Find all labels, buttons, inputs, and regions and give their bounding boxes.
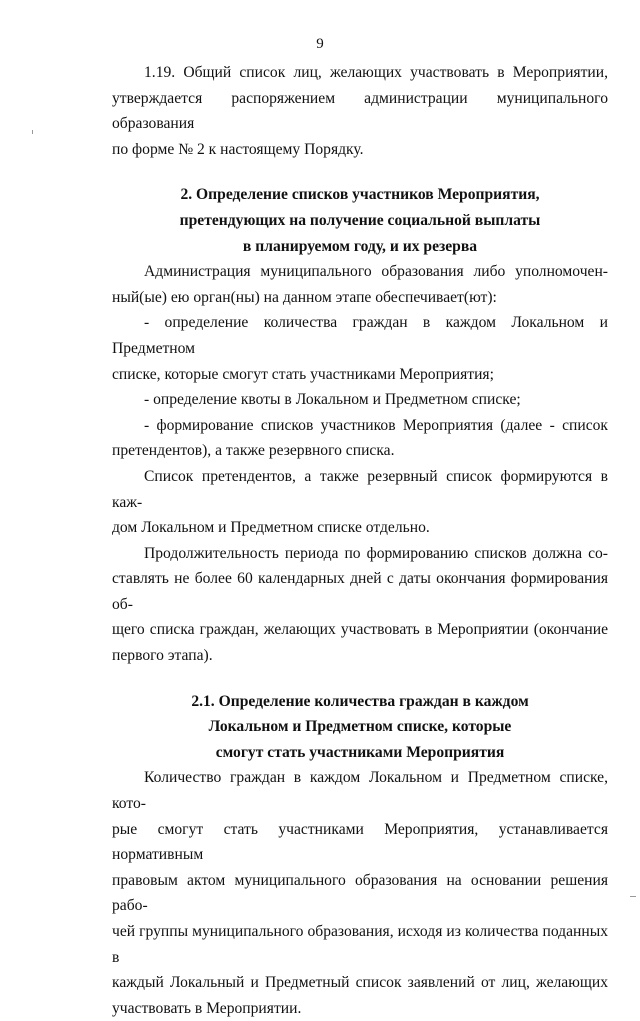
text-line: 1.19. Общий список лиц, желающих участвовать в Мероприятии, bbox=[144, 64, 608, 81]
heading-line: претендующих на получение социальной выплаты bbox=[179, 211, 541, 229]
paragraph-list-applicants bbox=[112, 464, 608, 541]
paragraph-count bbox=[112, 765, 608, 1021]
text-line: Продолжительность периода по формированию списков должна со- bbox=[144, 544, 608, 562]
heading-line: в планируемом году, и их резерва bbox=[242, 237, 478, 255]
text-line: Администрация муниципального образования либо уполномочен- bbox=[144, 263, 608, 281]
heading-line: смогут стать участниками Мероприятия bbox=[215, 743, 505, 761]
text-line: ставлять не более 60 календарных дней с даты окончания формирования об- bbox=[112, 570, 608, 613]
text-line: Количество граждан в каждом Локальном и Предметном списке, кото- bbox=[112, 769, 608, 813]
text-line: по форме № 2 к настоящему Порядку. bbox=[112, 140, 364, 158]
heading-line: 2. Определение списков участников Мероприятия, bbox=[180, 186, 540, 204]
text-line: дом Локальном и Предметном списке отдельно. bbox=[112, 519, 430, 537]
text-line: рые смогут стать участниками Мероприятия, устанавливается нормативным bbox=[112, 820, 608, 864]
text-line: чей группы муниципального образования, исходя из количества поданных в bbox=[112, 923, 608, 966]
text-line: - формирование списков участников Мероприятия (далее - список bbox=[144, 416, 608, 434]
text-line: ный(ые) ею орган(ны) на данном этапе обеспечивает(ют): bbox=[112, 288, 497, 306]
text-line: - определение квоты в Локальном и Предметном списке; bbox=[144, 391, 521, 409]
section-2-intro bbox=[112, 259, 608, 310]
text-line: утверждается распоряжением администрации муниципального образования bbox=[112, 89, 608, 133]
paragraph-duration bbox=[112, 541, 608, 669]
list-item-1 bbox=[112, 310, 608, 387]
scan-speck bbox=[630, 896, 636, 897]
text-line: участвовать в Мероприятии. bbox=[112, 999, 302, 1017]
text-line: списке, которые смогут стать участниками Мероприятия; bbox=[112, 365, 494, 383]
text-line: каждый Локальный и Предметный список заявлений от лиц, желающих bbox=[112, 974, 608, 992]
page-number: 9 bbox=[316, 36, 324, 52]
text-line: первого этапа). bbox=[112, 647, 213, 665]
heading-line: Локальном и Предметном списке, которые bbox=[208, 718, 512, 736]
section-2-heading bbox=[112, 182, 608, 259]
paragraph-1-19 bbox=[112, 60, 608, 162]
list-item-2 bbox=[112, 387, 608, 413]
heading-line: 2.1. Определение количества граждан в каждом bbox=[191, 692, 529, 710]
text-line: правовым актом муниципального образования на основании решения рабо- bbox=[112, 871, 608, 915]
list-item-3 bbox=[112, 413, 608, 464]
page-content bbox=[112, 60, 608, 1021]
scan-speck bbox=[32, 130, 33, 134]
text-line: щего списка граждан, желающих участвовать в Мероприятии (окончание bbox=[112, 621, 608, 639]
text-line: Список претендентов, а также резервный список формируются в каж- bbox=[112, 467, 608, 511]
text-line: претендентов), а также резервного списка. bbox=[112, 442, 395, 460]
section-2-1-heading bbox=[112, 689, 608, 766]
text-line: - определение количества граждан в каждом Локальном и Предметном bbox=[112, 314, 608, 357]
